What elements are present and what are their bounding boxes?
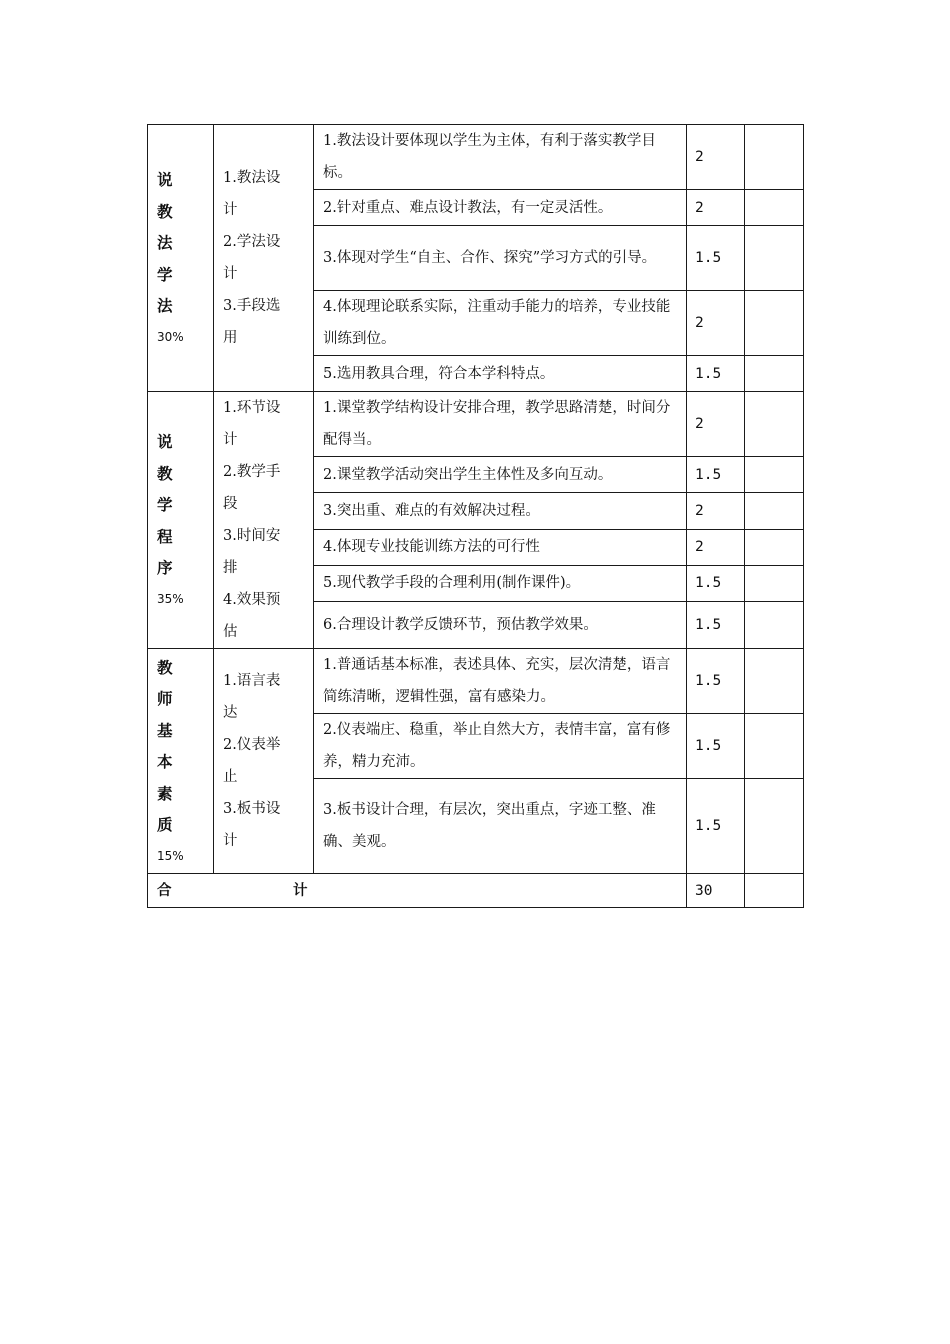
sub-item: 1.语言表 [223,673,281,689]
sub-items-cell [214,125,314,392]
category-char: 教 [157,201,173,221]
category-char: 程 [157,526,173,546]
sub-item: 计 [223,833,238,849]
blank-score-cell[interactable] [745,226,804,291]
criterion-text: 3.体现对学生“自主、合作、探究”学习方式的引导。 [314,226,687,291]
blank-score-cell[interactable] [745,125,804,190]
criterion-score: 2 [687,125,745,190]
blank-score-cell[interactable] [745,779,804,874]
sub-item: 计 [223,202,238,218]
total-label-right: 计 [293,881,308,899]
criterion-text: 5.选用教具合理，符合本学科特点。 [314,356,687,392]
sub-item: 排 [223,560,238,576]
sub-item: 4.效果预 [223,592,281,608]
total-label [148,874,687,908]
criterion-score: 2 [687,529,745,565]
criterion-score: 1.5 [687,356,745,392]
category-char: 序 [157,558,173,578]
blank-score-cell[interactable] [745,714,804,779]
criterion-score: 2 [687,493,745,529]
criterion-score: 1.5 [687,601,745,648]
sub-item: 3.板书设 [223,801,281,817]
blank-score-cell[interactable] [745,392,804,457]
category-char: 说 [157,432,173,452]
sub-item: 3.时间安 [223,528,281,544]
blank-score-cell[interactable] [745,356,804,392]
criterion-score: 2 [687,190,745,226]
criterion-score: 2 [687,392,745,457]
sub-item: 计 [223,432,238,448]
sub-item: 段 [223,496,238,512]
criterion-text: 5.现代教学手段的合理利用(制作课件)。 [314,565,687,601]
blank-score-cell[interactable] [745,874,804,908]
total-row [148,874,804,908]
category-cell [148,125,214,392]
criterion-text: 4.体现理论联系实际，注重动手能力的培养，专业技能训练到位。 [314,291,687,356]
sub-item: 达 [223,705,238,721]
criterion-text: 3.突出重、难点的有效解决过程。 [314,493,687,529]
sub-item: 计 [223,266,238,282]
sub-item: 1.环节设 [223,400,281,416]
sub-item: 2.教学手 [223,464,281,480]
blank-score-cell[interactable] [745,529,804,565]
sub-items-cell [214,649,314,874]
total-label-left: 合 [157,881,172,899]
category-char: 说 [157,170,173,190]
category-char: 学 [157,495,173,515]
blank-score-cell[interactable] [745,493,804,529]
blank-score-cell[interactable] [745,601,804,648]
category-char: 质 [157,815,173,834]
table-row [148,649,804,714]
category-cell [148,649,214,874]
category-weight: 15% [157,848,184,863]
blank-score-cell[interactable] [745,190,804,226]
criterion-text: 2.针对重点、难点设计教法，有一定灵活性。 [314,190,687,226]
blank-score-cell[interactable] [745,649,804,714]
sub-item: 2.仪表举 [223,737,281,753]
sub-item: 估 [223,624,238,640]
criterion-text: 1.教法设计要体现以学生为主体，有利于落实教学目标。 [314,125,687,190]
blank-score-cell[interactable] [745,565,804,601]
category-char: 法 [157,233,173,253]
category-weight: 35% [157,591,184,606]
criterion-text: 2.课堂教学活动突出学生主体性及多向互动。 [314,457,687,493]
blank-score-cell[interactable] [745,291,804,356]
sub-item: 3.手段选 [223,298,281,314]
evaluation-table [147,124,804,908]
criterion-score: 1.5 [687,457,745,493]
sub-item: 用 [223,330,238,346]
category-char: 本 [157,752,173,771]
category-cell [148,392,214,649]
sub-item: 1.教法设 [223,170,281,186]
category-char: 教 [157,463,173,483]
category-char: 素 [157,783,173,803]
criterion-text: 4.体现专业技能训练方法的可行性 [314,529,687,565]
category-char: 教 [157,657,173,677]
sub-items-cell [214,392,314,649]
criterion-score: 1.5 [687,779,745,874]
criterion-text: 1.课堂教学结构设计安排合理，教学思路清楚，时间分配得当。 [314,392,687,457]
blank-score-cell[interactable] [745,457,804,493]
category-weight: 30% [157,329,184,344]
criterion-text: 1.普通话基本标准，表述具体、充实，层次清楚，语言简练清晰，逻辑性强，富有感染力。 [314,649,687,714]
criterion-score: 1.5 [687,649,745,714]
sub-item: 2.学法设 [223,234,281,250]
criterion-score: 1.5 [687,714,745,779]
category-char: 基 [157,720,173,740]
total-score: 30 [687,874,745,908]
criterion-text: 2.仪表端庄、稳重，举止自然大方，表情丰富，富有修养，精力充沛。 [314,714,687,779]
category-char: 法 [157,296,173,316]
criterion-score: 2 [687,291,745,356]
criterion-text: 6.合理设计教学反馈环节，预估教学效果。 [314,601,687,648]
table-row [148,125,804,190]
sub-item: 止 [223,769,238,785]
category-char: 学 [157,264,173,284]
category-char: 师 [157,689,173,708]
criterion-text: 3.板书设计合理，有层次，突出重点，字迹工整、准确、美观。 [314,779,687,874]
table-row [148,392,804,457]
criterion-score: 1.5 [687,226,745,291]
criterion-score: 1.5 [687,565,745,601]
